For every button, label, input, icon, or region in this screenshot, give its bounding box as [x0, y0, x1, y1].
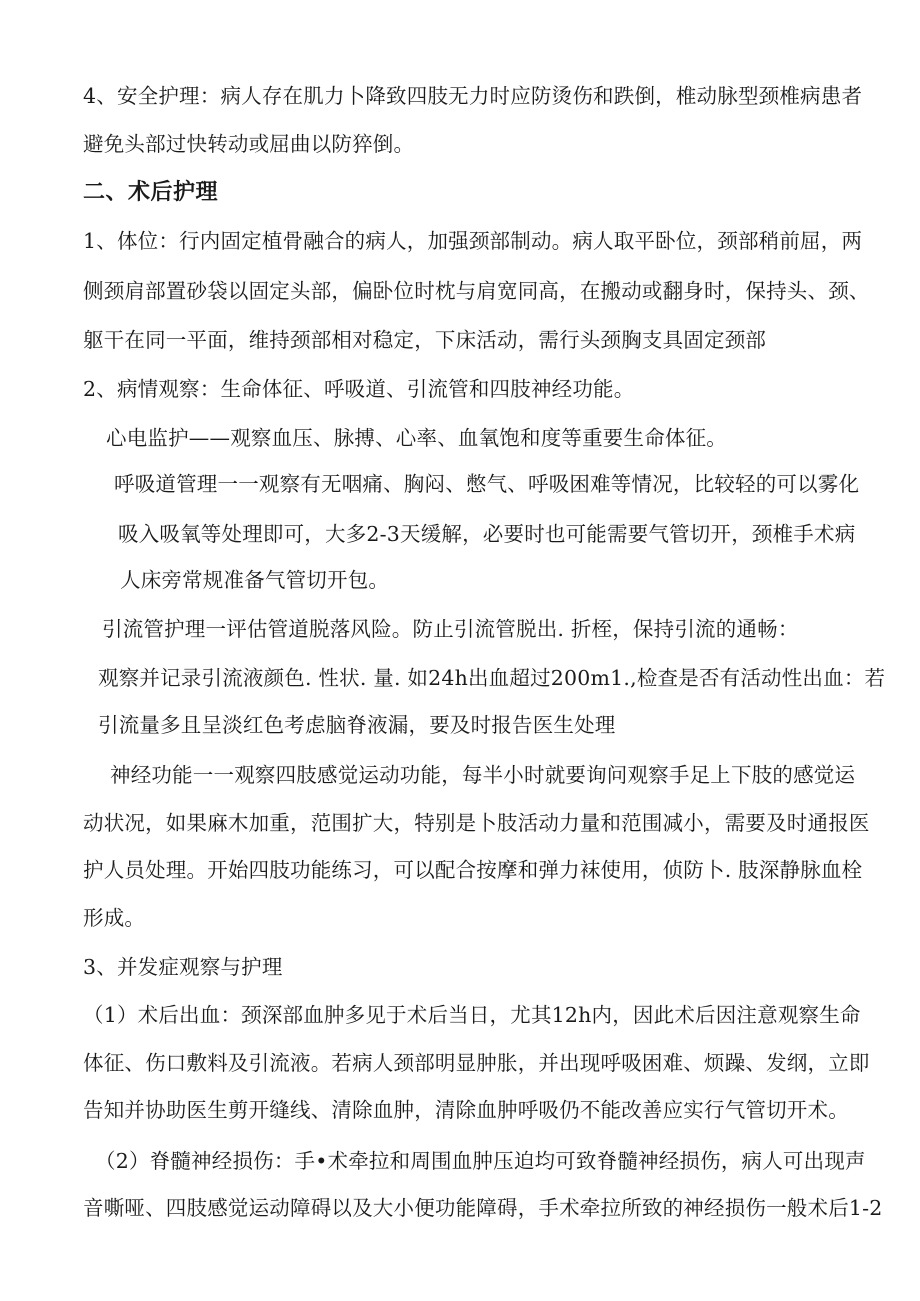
text-line-neuro-cont-3: 形成。	[83, 906, 146, 930]
text-line-bleeding-cont-2: 告知并协助医生剪开缝线、清除血肿，清除血肿呼吸仍不能改善应实行气管切开术。	[83, 1098, 849, 1122]
text-line-safety-care-cont: 避免头部过快转动或屈曲以防猝倒。	[83, 132, 415, 156]
section-heading-postop-care: 二、术后护理	[83, 179, 219, 205]
text-line-position-cont-1: 侧颈肩部置砂袋以固定头部，偏卧位时枕与肩宽同高，在搬动或翻身时，保持头、颈、	[83, 279, 870, 303]
text-line-observation: 2、病情观察：生命体征、呼吸道、引流管和四肢神经功能。	[83, 377, 635, 401]
text-line-ecg-monitoring: 心电监护——观察血压、脉搏、心率、血氧饱和度等重要生命体征。	[106, 426, 727, 450]
text-line-bleeding: （1）术后出血：颈深部血肿多见于术后当日，尤其12h内，因此术后因注意观察生命	[83, 1003, 861, 1027]
text-line-neuro: 神经功能一一观察四肢感觉运动功能，每半小时就要询问观察手足上下肢的感觉运	[110, 763, 856, 787]
text-line-neuro-cont-2: 护人员处理。开始四肢功能练习，可以配合按摩和弹力袜使用，侦防卜. 肢深静脉血栓	[83, 858, 863, 882]
text-line-safety-care: 4、安全护理：病人存在肌力卜降致四肢无力时应防烫伤和跌倒，椎动脉型颈椎病患者	[83, 84, 863, 108]
text-line-complications: 3、并发症观察与护理	[83, 955, 283, 979]
text-line-drainage-cont-2: 引流量多且呈淡红色考虑脑脊液漏，要及时报告医生处理	[98, 713, 616, 737]
text-line-airway: 呼吸道管理一一观察有无咽痛、胸闷、憋气、呼吸困难等情况，比较轻的可以雾化	[114, 472, 860, 496]
text-line-drainage: 引流管护理一评估管道脱落风险。防止引流管脱出. 折桎，保持引流的通畅：	[102, 617, 799, 641]
text-line-neuro-cont-1: 动状况，如果麻木加重，范围扩大，特别是卜肢活动力量和范围减小，需要及时通报医	[83, 811, 870, 835]
text-line-airway-cont-1: 吸入吸氧等处理即可，大多2-3天缓解，必要时也可能需要气管切开，颈椎手术病	[118, 522, 856, 546]
text-line-position-cont-2: 躯干在同一平面，维持颈部相对稳定，下床活动，需行头颈胸支具固定颈部	[83, 328, 767, 352]
text-line-drainage-cont-1: 观察并记录引流液颜色. 性状. 量. 如24h出血超过200m1.,检查是否有活动性出血：若	[98, 666, 886, 690]
text-line-airway-cont-2: 人床旁常规准备气管切开包。	[120, 568, 390, 592]
text-line-spinal-injury: （2）脊髓神经损伤：手•术牵拉和周围血肿压迫均可致脊髓神经损伤，病人可出现声	[95, 1149, 866, 1173]
text-line-position: 1、体位：行内固定植骨融合的病人，加强颈部制动。病人取平卧位，颈部稍前屈，两	[83, 229, 863, 253]
text-line-spinal-injury-cont: 音嘶哑、四肢感觉运动障碍以及大小便功能障碍，手术牵拉所致的神经损伤一般术后1-2	[83, 1196, 883, 1220]
text-line-bleeding-cont-1: 体征、伤口敷料及引流液。若病人颈部明显肿胀，并出现呼吸困难、烦躁、发纲，立即	[83, 1051, 870, 1075]
